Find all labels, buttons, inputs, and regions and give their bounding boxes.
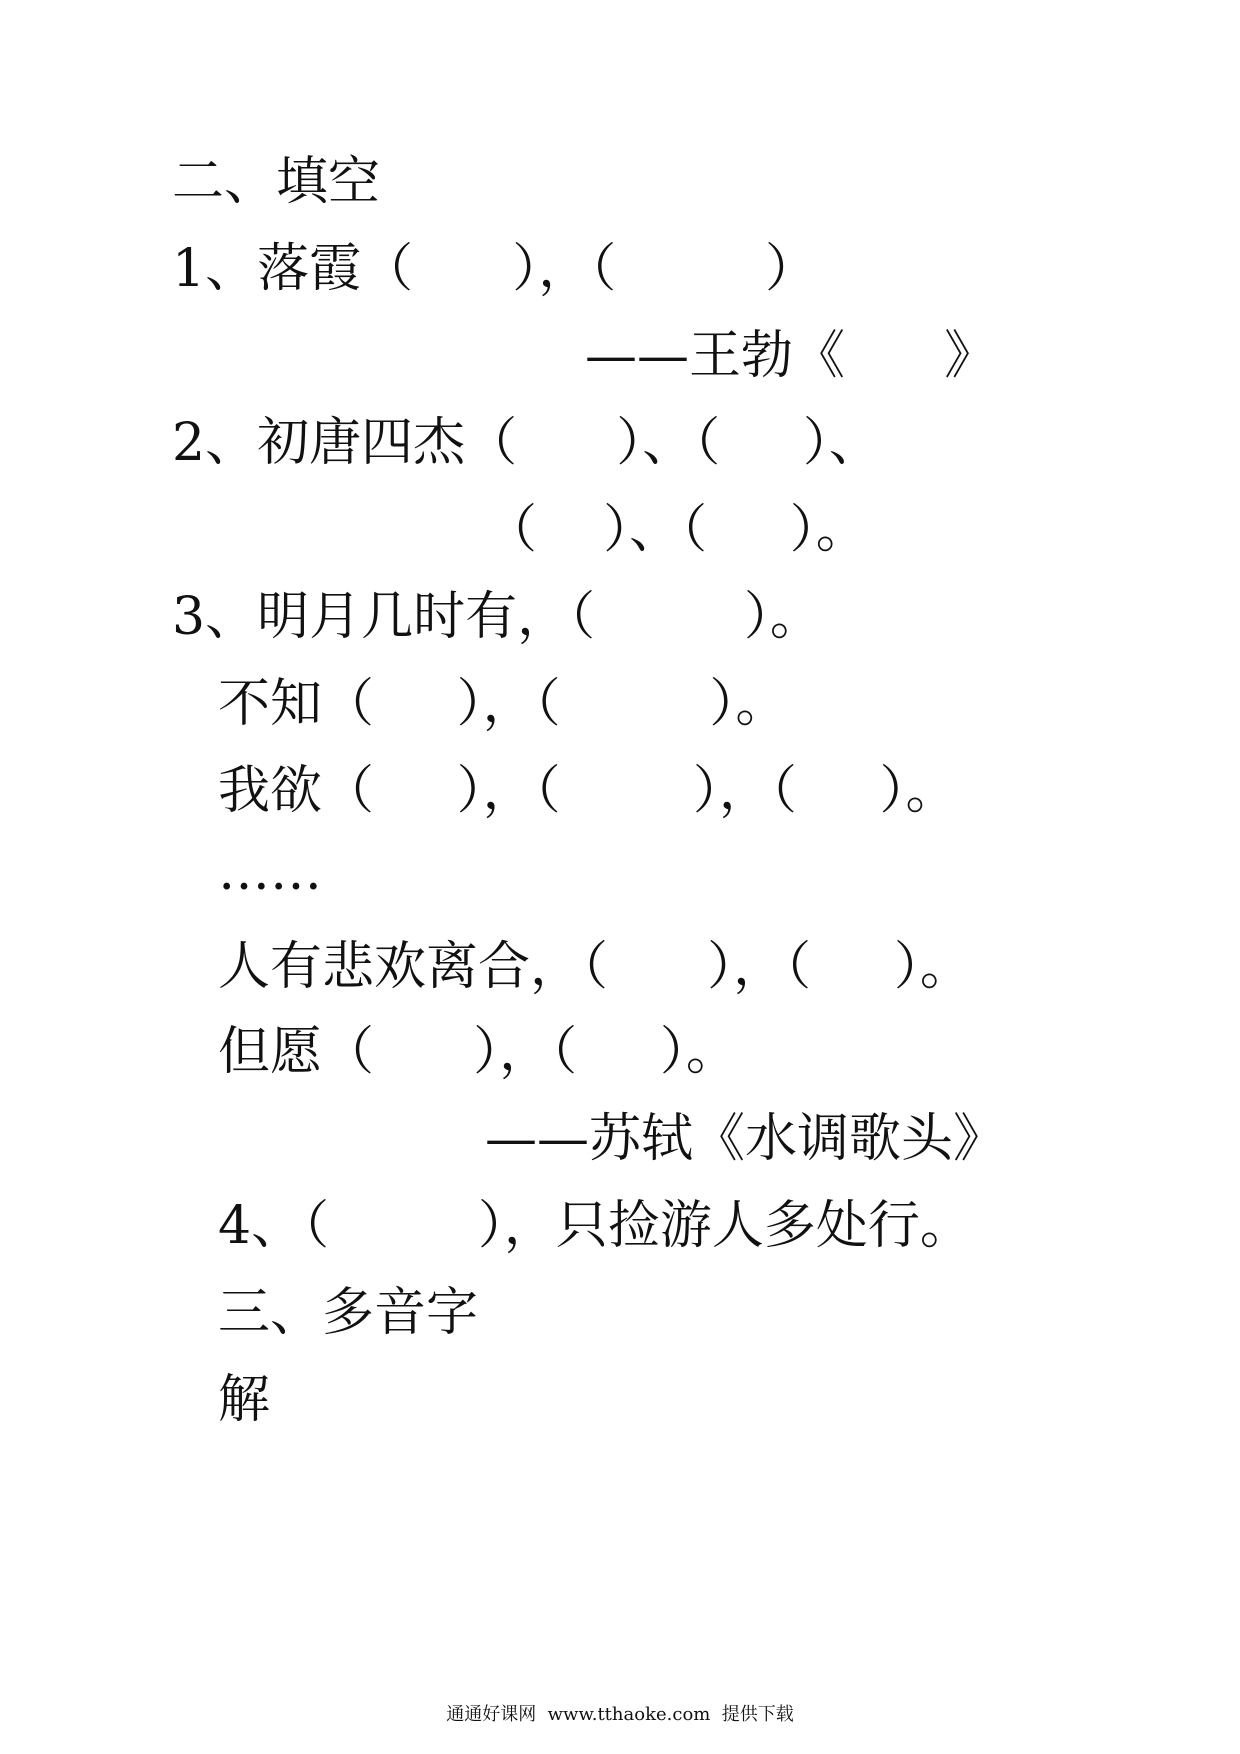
polyphonic-heading: 三、多音字 [218, 1283, 479, 1343]
polyphonic-character: 解 [218, 1370, 271, 1430]
question-2-line-1: 2、初唐四杰（ ）、（ ）、 [172, 413, 881, 473]
question-3-attribution: ——苏轼《水调歌头》 [485, 1109, 1006, 1169]
fill-in-heading: 二、填空 [172, 152, 381, 212]
page-footer: 通通好课网 www.tthaoke.com 提供下载 [446, 1704, 794, 1725]
question-3-line-5: 但愿（ ），（ ）。 [218, 1022, 738, 1082]
question-2-line-2: （ ）、（ ）。 [485, 500, 868, 560]
question-1-attribution: ——王勃《 》 [585, 326, 997, 386]
question-3-ellipsis: …… [218, 842, 322, 902]
question-1-line: 1、落霞（ ），（ ） [172, 239, 818, 299]
question-3-line-3: 我欲（ ），（ ），（ ）。 [218, 761, 958, 821]
question-4-line: 4、（ ），只捡游人多处行。 [218, 1196, 972, 1256]
question-3-line-1: 3、明月几时有，（ ）。 [172, 587, 822, 647]
question-3-line-2: 不知（ ），（ ）。 [218, 674, 788, 734]
question-3-line-4: 人有悲欢离合，（ ），（ ）。 [218, 937, 972, 997]
